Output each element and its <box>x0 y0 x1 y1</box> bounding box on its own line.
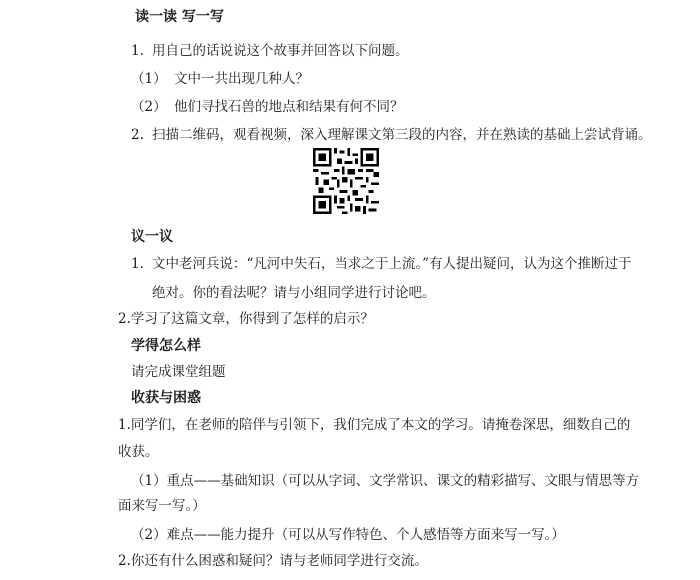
question-number: 2. <box>131 127 144 143</box>
item-text-continued: 收获。 <box>118 444 159 460</box>
sub-item-text: （2）难点——能力提升（可以从写作特色、个人感悟等方面来写一写。） <box>131 527 565 543</box>
sub-item-text: （1）重点——基础知识（可以从字词、文学常识、课文的精彩描写、文眼与情思等方 <box>131 473 640 489</box>
question-number: 1. <box>131 43 144 59</box>
sub-question-text: 文中一共出现几种人？ <box>174 71 309 87</box>
sub-item-text-continued: 面来写一写。） <box>118 498 206 514</box>
instruction-text: 请完成课堂组题 <box>131 364 226 380</box>
question-text: 2.学习了这篇文章，你得到了怎样的启示？ <box>118 311 374 327</box>
question-number: 1. <box>131 256 144 272</box>
question-text: 用自己的话说说这个故事并回答以下问题。 <box>152 43 409 59</box>
section-heading-how-learned: 学得怎么样 <box>131 338 201 354</box>
item-text: 1.同学们，在老师的陪伴与引领下，我们完成了本文的学习。请掩卷深思，细数自己的 <box>118 417 631 433</box>
section-heading-read-write: 读一读 写一写 <box>135 9 224 25</box>
sub-question-number: （1） <box>131 71 167 87</box>
question-text: 扫描二维码，观看视频，深入理解课文第三段的内容，并在熟读的基础上尝试背诵。 <box>152 127 652 143</box>
question-text: 文中老河兵说：“凡河中失石，当求之于上流。”有人提出疑问，认为这个推断过于 <box>152 256 632 272</box>
item-text: 2.你还有什么困惑和疑问？请与老师同学进行交流。 <box>118 553 428 569</box>
section-heading-discuss: 议一议 <box>131 229 173 245</box>
qr-code-image[interactable] <box>313 148 379 214</box>
section-heading-gains: 收获与困惑 <box>131 390 201 406</box>
question-text-continued: 绝对。你的看法呢？请与小组同学进行讨论吧。 <box>152 285 436 301</box>
sub-question-text: 他们寻找石兽的地点和结果有何不同？ <box>174 99 404 115</box>
sub-question-number: （2） <box>131 99 167 115</box>
